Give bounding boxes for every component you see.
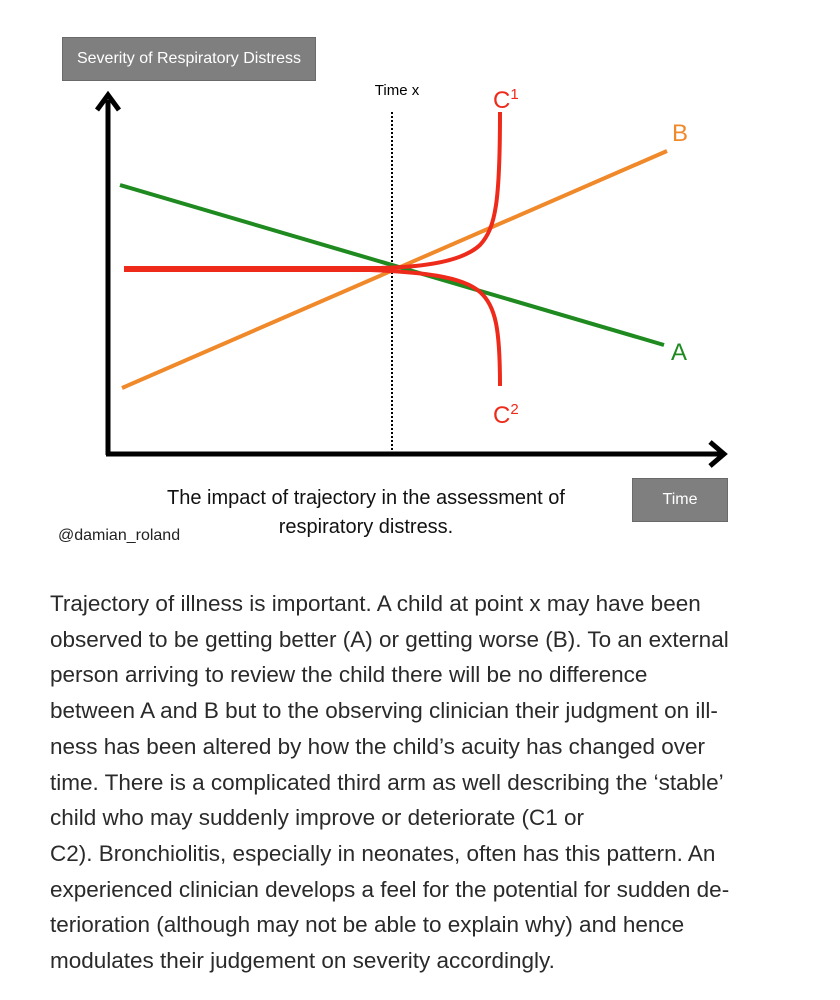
paragraph-line: terioration (although may not be able to explain why) and hence bbox=[50, 912, 685, 938]
paragraph-line: experienced clinician develops a feel for the potential for sudden de- bbox=[50, 876, 730, 902]
paragraph-line: C2). Bronchiolitis, especially in neonates, often has this pattern. An bbox=[50, 840, 716, 866]
y-axis-label: Severity of Respiratory Distress bbox=[62, 37, 316, 81]
curve-label-c1 bbox=[493, 86, 519, 114]
x-axis-label: Time bbox=[632, 478, 728, 522]
curve-label-a: A bbox=[671, 339, 688, 366]
article-paragraph bbox=[50, 586, 770, 979]
curve-label-c2 bbox=[493, 401, 519, 429]
paragraph-line: Trajectory of illness is important. A child at point x may have been bbox=[50, 591, 701, 616]
curve-label-c2-letter: C bbox=[493, 402, 511, 429]
caption-line: The impact of trajectory in the assessment of bbox=[167, 487, 565, 509]
curve-label-c2-sup: 2 bbox=[510, 401, 519, 418]
paragraph-line: time. There is a complicated third arm as well describing the ‘stable’ bbox=[50, 769, 724, 795]
time-x-label: Time x bbox=[374, 82, 420, 99]
figure-caption bbox=[140, 484, 592, 542]
paragraph-line: modulates their judgement on severity accordingly. bbox=[50, 948, 555, 974]
paragraph-line: person arriving to review the child there will be no difference bbox=[50, 662, 648, 688]
paragraph-line: observed to be getting better (A) or getting worse (B). To an external bbox=[50, 626, 729, 652]
figure-credit: @damian_roland bbox=[58, 527, 181, 544]
trajectory-curve-c2 bbox=[124, 270, 500, 386]
curve-label-b: B bbox=[672, 120, 689, 147]
paragraph-line: between A and B but to the observing clinician their judgment on ill- bbox=[50, 698, 718, 724]
curve-label-c1-sup: 1 bbox=[510, 86, 519, 103]
paragraph-line: ness has been altered by how the child’s acuity has changed over bbox=[50, 733, 706, 759]
trajectory-curve-c1 bbox=[124, 112, 500, 268]
curve-label-c1-letter: C bbox=[493, 87, 511, 114]
caption-line: respiratory distress. bbox=[278, 516, 454, 538]
paragraph-line: child who may suddenly improve or deteriorate (C1 or bbox=[50, 805, 584, 831]
